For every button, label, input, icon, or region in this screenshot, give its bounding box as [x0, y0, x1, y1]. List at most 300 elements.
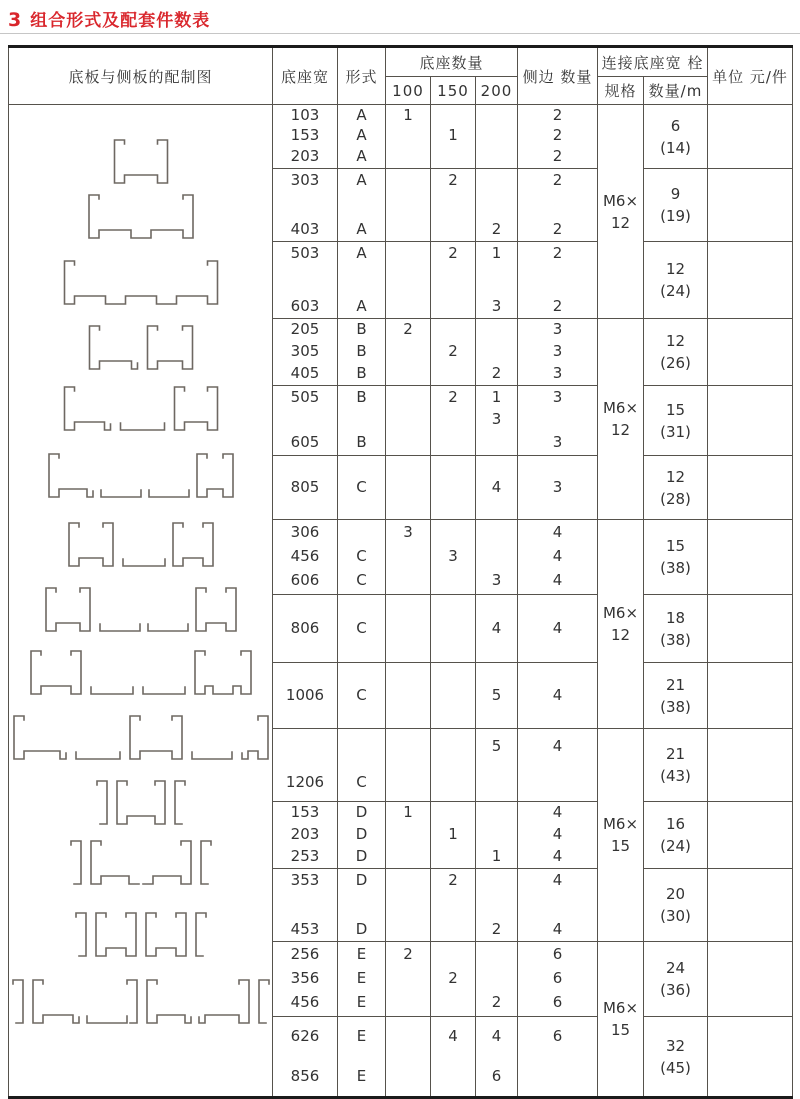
- bolt-qty-text: (24): [660, 282, 691, 300]
- qty-200-value: 3: [491, 410, 502, 429]
- cell-line-stack: [431, 169, 475, 241]
- qty-150-value: 2: [448, 387, 458, 406]
- profile-diagram-5: [52, 384, 229, 436]
- qty-150-value: [431, 148, 475, 165]
- bolt-spec-text: M6×: [602, 815, 639, 833]
- qty-150-value: [431, 994, 475, 1011]
- cell-line-stack: [518, 729, 597, 800]
- base-width-value: 1006: [285, 685, 325, 704]
- form-value-cell: [338, 105, 386, 169]
- bolt-qty-text: (45): [660, 1058, 691, 1077]
- cell-line-stack: [476, 386, 517, 454]
- cell-line-stack: [386, 595, 430, 661]
- form-value-cell: [338, 1017, 386, 1098]
- qty-150-value: [431, 1068, 475, 1085]
- qty-200-value: [476, 548, 517, 565]
- header-form: 形式: [338, 47, 386, 105]
- cell-line-stack: [273, 520, 337, 593]
- qty-150-value: 2: [448, 341, 458, 360]
- bolt-qty-text: 6: [670, 116, 681, 135]
- cell-line-stack: [386, 802, 430, 867]
- profile-diagram-1: [102, 137, 179, 189]
- form-value-cell: [338, 169, 386, 242]
- side-qty-value: 4: [552, 824, 563, 843]
- form-value-cell: [338, 802, 386, 869]
- bolt-qty-text: (14): [660, 138, 691, 157]
- qty-100-value: 3: [403, 522, 413, 541]
- bolt-qty-text: (38): [660, 697, 691, 716]
- qty-100-value: [386, 826, 430, 843]
- qty-200-value: 1: [491, 846, 502, 865]
- qty-150-value-cell: [431, 456, 476, 520]
- cell-line-stack: [518, 319, 597, 384]
- base-width-value: 805: [290, 477, 320, 496]
- base-width-value: 353: [290, 871, 320, 889]
- bolt-qty-text: (19): [660, 207, 691, 225]
- unit-price-cell: [708, 169, 793, 242]
- form-value: A: [356, 220, 367, 238]
- side-qty-value-cell: [518, 386, 598, 456]
- profile-diagram-10: [9, 713, 272, 765]
- bolt-spec-cell: [598, 729, 644, 942]
- cell-line-stack: [518, 1017, 597, 1096]
- side-qty-value: 4: [552, 685, 563, 704]
- qty-150-value: 2: [448, 871, 458, 889]
- form-value-cell: [338, 595, 386, 663]
- bolt-spec-cell: [598, 105, 644, 319]
- qty-150-value-cell: [431, 869, 476, 942]
- side-qty-value: 6: [552, 993, 563, 1012]
- qty-100-value-cell: [386, 663, 431, 729]
- cell-line-stack: [338, 802, 385, 867]
- cell-line-stack: [431, 869, 475, 941]
- cell-line-stack: [386, 386, 430, 454]
- side-qty-value: 4: [552, 618, 563, 637]
- base-width-value: 256: [290, 944, 320, 963]
- diagram-stack: [9, 105, 272, 1096]
- side-qty-value-cell: [518, 169, 598, 242]
- qty-100-value-cell: [386, 729, 431, 802]
- side-qty-value-cell: [518, 520, 598, 595]
- cell-line-stack: [386, 942, 430, 1015]
- qty-150-value: [431, 221, 475, 238]
- qty-200-value: [476, 524, 517, 541]
- side-qty-value: 4: [552, 546, 563, 565]
- base-width-value: 605: [290, 433, 320, 452]
- cell-line-stack: [431, 386, 475, 454]
- form-value: C: [356, 685, 367, 704]
- cell-line-stack: [273, 869, 337, 941]
- cell-line-stack: [476, 942, 517, 1015]
- header-unit: 单位 元/件: [708, 47, 793, 105]
- qty-150-value: 3: [448, 546, 458, 565]
- side-qty-value: 4: [552, 920, 563, 938]
- bolt-qty-text: (28): [660, 489, 691, 508]
- base-width-value: 303: [290, 171, 320, 189]
- form-value: E: [356, 968, 367, 987]
- bolt-qty-cell: [644, 595, 708, 663]
- qty-100-value: 1: [403, 803, 413, 822]
- bolt-spec-text: 12: [610, 213, 631, 232]
- side-qty-value: 2: [552, 105, 563, 124]
- side-qty-value-cell: [518, 942, 598, 1017]
- qty-100-value-cell: [386, 595, 431, 663]
- bolt-qty-text: 15: [665, 400, 686, 419]
- base-width-value: 626: [290, 1027, 320, 1046]
- qty-150-value-cell: [431, 729, 476, 802]
- cell-line-stack: [386, 520, 430, 593]
- base-width-value-cell: [273, 942, 338, 1017]
- cell-line-stack: [476, 802, 517, 867]
- unit-price-cell: [708, 595, 793, 663]
- cell-line-stack: [338, 1017, 385, 1096]
- header-base-width: 底座宽: [273, 47, 338, 105]
- qty-150-value: [431, 804, 475, 821]
- bolt-qty-cell: [644, 663, 708, 729]
- form-value: E: [356, 1066, 367, 1085]
- cell-line-stack: [338, 869, 385, 941]
- bolt-qty-cell: [644, 105, 708, 169]
- base-width-value-cell: [273, 802, 338, 869]
- qty-150-value: [431, 738, 475, 755]
- base-width-value-cell: [273, 729, 338, 802]
- form-value: C: [356, 571, 367, 590]
- base-width-value-cell: [273, 105, 338, 169]
- bolt-qty-cell: [644, 520, 708, 595]
- form-value-cell: [338, 242, 386, 319]
- qty-100-value: [386, 1028, 430, 1045]
- base-width-value: 153: [290, 803, 320, 822]
- bolt-qty-text: 21: [665, 745, 686, 763]
- cell-line-stack: [273, 242, 337, 318]
- cell-line-stack: [431, 242, 475, 318]
- qty-150-value-cell: [431, 1017, 476, 1098]
- base-width-value: 503: [290, 244, 320, 262]
- qty-100-value: 1: [403, 105, 413, 124]
- profile-diagram-11: [85, 778, 197, 830]
- section-number: 3: [8, 9, 23, 31]
- base-width-value: 356: [290, 968, 320, 987]
- qty-150-value-cell: [431, 802, 476, 869]
- bolt-spec-text: 15: [610, 837, 631, 855]
- base-width-value-cell: [273, 169, 338, 242]
- qty-100-value: [386, 343, 430, 360]
- qty-100-value: [386, 298, 430, 315]
- side-qty-value-cell: [518, 456, 598, 520]
- qty-200-value: 1: [491, 244, 502, 262]
- qty-100-value: [386, 411, 430, 428]
- form-value: E: [356, 944, 367, 963]
- form-value: C: [356, 772, 367, 791]
- form-value: E: [356, 1027, 367, 1046]
- form-value-cell: [338, 942, 386, 1017]
- base-width-value-cell: [273, 663, 338, 729]
- bolt-qty-cell: [644, 869, 708, 942]
- qty-200-value: 1: [491, 387, 502, 406]
- form-value: A: [356, 244, 367, 262]
- qty-200-value-cell: [476, 663, 518, 729]
- cell-line-stack: [476, 595, 517, 661]
- base-width-value: 253: [290, 846, 320, 865]
- cell-line-stack: [476, 242, 517, 318]
- qty-100-value-cell: [386, 105, 431, 169]
- side-qty-value: 2: [552, 171, 563, 189]
- bolt-qty-text: 21: [665, 675, 686, 694]
- side-qty-value: 3: [552, 363, 563, 382]
- qty-150-value: [431, 479, 475, 496]
- qty-100-value: [386, 434, 430, 451]
- unit-price-cell: [708, 729, 793, 802]
- bolt-spec-text: M6×: [602, 399, 639, 417]
- qty-100-value-cell: [386, 386, 431, 456]
- cell-line-stack: [273, 456, 337, 518]
- side-qty-value: 4: [552, 846, 563, 865]
- qty-150-value-cell: [431, 105, 476, 169]
- header-bolt-qty: 数量/m: [644, 77, 708, 105]
- side-qty-value: 2: [552, 244, 563, 262]
- bolt-spec-text: M6×: [602, 999, 639, 1017]
- side-qty-value: 6: [552, 968, 563, 987]
- bolt-qty-text: (24): [660, 837, 691, 855]
- qty-200-value-cell: [476, 319, 518, 386]
- header-bolt-spec: 规格: [598, 77, 644, 105]
- qty-200-value: 2: [491, 993, 502, 1012]
- unit-price-cell: [708, 942, 793, 1017]
- qty-100-value: [386, 172, 430, 189]
- base-width-value: 306: [290, 522, 320, 541]
- qty-150-value: [431, 411, 475, 428]
- qty-100-value-cell: [386, 319, 431, 386]
- profile-diagram-8: [34, 585, 248, 637]
- qty-100-value: [386, 479, 430, 496]
- qty-150-value: 2: [448, 171, 458, 189]
- cell-line-stack: [431, 520, 475, 593]
- qty-100-value: [386, 548, 430, 565]
- cell-line-stack: [431, 595, 475, 661]
- profile-diagram-3: [52, 258, 229, 310]
- side-qty-value: [518, 411, 597, 428]
- profile-diagram-9: [19, 648, 263, 700]
- base-width-value-cell: [273, 386, 338, 456]
- qty-200-value-cell: [476, 869, 518, 942]
- title-divider: [0, 33, 800, 34]
- cell-line-stack: [518, 456, 597, 518]
- base-width-value: 203: [290, 824, 320, 843]
- side-qty-value: 4: [552, 871, 563, 889]
- profile-diagram-13: [64, 910, 218, 962]
- qty-200-value: [476, 946, 517, 963]
- qty-200-value: 3: [491, 297, 502, 315]
- cell-line-stack: [273, 386, 337, 454]
- qty-200-value: [476, 172, 517, 189]
- form-value: D: [355, 846, 368, 865]
- cell-line-stack: [431, 942, 475, 1015]
- qty-150-value-cell: [431, 595, 476, 663]
- unit-price-cell: [708, 520, 793, 595]
- cell-line-stack: [273, 169, 337, 241]
- cell-line-stack: [476, 729, 517, 800]
- side-qty-value: 2: [552, 297, 563, 315]
- side-qty-value: 2: [552, 147, 563, 166]
- bolt-qty-text: 9: [670, 185, 681, 203]
- cell-line-stack: [518, 869, 597, 941]
- cell-line-stack: [273, 663, 337, 727]
- cell-line-stack: [338, 942, 385, 1015]
- bolt-qty-text: 12: [665, 332, 686, 350]
- cell-line-stack: [338, 319, 385, 384]
- bolt-spec-text: 12: [610, 626, 631, 644]
- form-value: B: [356, 320, 367, 339]
- bolt-qty-cell: [644, 802, 708, 869]
- cell-line-stack: [476, 520, 517, 593]
- base-width-value: 103: [290, 105, 320, 124]
- form-value-cell: [338, 520, 386, 595]
- cell-line-stack: [431, 729, 475, 800]
- base-width-value: 456: [290, 993, 320, 1012]
- bolt-spec-text: M6×: [602, 191, 639, 210]
- cell-line-stack: [273, 942, 337, 1015]
- base-width-value: 405: [290, 363, 320, 382]
- cell-line-stack: [338, 595, 385, 661]
- side-qty-value-cell: [518, 729, 598, 802]
- qty-200-value: [476, 434, 517, 451]
- form-value: E: [356, 993, 367, 1012]
- qty-100-value: [386, 848, 430, 865]
- bolt-qty-text: 20: [665, 885, 686, 903]
- qty-100-value: [386, 389, 430, 406]
- base-width-value-cell: [273, 869, 338, 942]
- qty-150-value: [431, 921, 475, 938]
- side-qty-value: 3: [552, 341, 563, 360]
- cell-line-stack: [386, 663, 430, 727]
- side-qty-value: 4: [552, 803, 563, 822]
- qty-200-value-cell: [476, 520, 518, 595]
- cell-line-stack: [273, 729, 337, 800]
- qty-100-value-cell: [386, 942, 431, 1017]
- cell-line-stack: [431, 802, 475, 867]
- qty-200-value: [476, 127, 517, 144]
- form-value: A: [356, 126, 367, 145]
- cell-line-stack: [431, 105, 475, 167]
- bolt-qty-text: 15: [665, 537, 686, 555]
- profile-diagram-14: [9, 977, 272, 1029]
- form-value: B: [356, 387, 367, 406]
- base-width-value: 603: [290, 297, 320, 315]
- form-value: D: [355, 803, 368, 822]
- qty-200-value: [476, 321, 517, 338]
- qty-200-value: [476, 774, 517, 791]
- side-qty-value: 4: [552, 571, 563, 590]
- qty-100-value: [386, 687, 430, 704]
- qty-150-value: [431, 298, 475, 315]
- bolt-qty-cell: [644, 942, 708, 1017]
- cell-line-stack: [273, 595, 337, 661]
- qty-100-value: [386, 970, 430, 987]
- qty-100-value: [386, 221, 430, 238]
- qty-150-value: [431, 848, 475, 865]
- side-qty-value-cell: [518, 105, 598, 169]
- header-side-qty: 侧边 数量: [518, 47, 598, 105]
- base-width-value: 153: [290, 126, 320, 145]
- qty-150-value: 4: [448, 1027, 458, 1046]
- base-width-value: [273, 738, 337, 755]
- cell-line-stack: [518, 386, 597, 454]
- bolt-qty-text: (30): [660, 907, 691, 925]
- cell-line-stack: [518, 942, 597, 1015]
- bolt-spec-cell: [598, 520, 644, 729]
- base-width-value: 806: [290, 618, 320, 637]
- qty-200-value: 3: [491, 571, 502, 590]
- header-qty-200: 200: [476, 77, 518, 105]
- qty-150-value: [431, 321, 475, 338]
- form-value-cell: [338, 319, 386, 386]
- combination-table: [8, 45, 793, 1099]
- cell-line-stack: [273, 105, 337, 167]
- form-value: D: [355, 871, 368, 889]
- qty-150-value: [431, 365, 475, 382]
- qty-200-value: 4: [491, 477, 502, 496]
- unit-price-cell: [708, 802, 793, 869]
- cell-line-stack: [338, 456, 385, 518]
- cell-line-stack: [386, 1017, 430, 1096]
- cell-line-stack: [431, 456, 475, 518]
- qty-150-value: [431, 946, 475, 963]
- form-value-cell: [338, 456, 386, 520]
- header-qty-150: 150: [431, 77, 476, 105]
- base-width-value-cell: [273, 595, 338, 663]
- cell-line-stack: [386, 456, 430, 518]
- cell-line-stack: [386, 319, 430, 384]
- bolt-qty-text: 12: [665, 260, 686, 278]
- side-qty-value: [518, 1068, 597, 1085]
- cell-line-stack: [386, 105, 430, 167]
- qty-100-value-cell: [386, 802, 431, 869]
- qty-150-value: 2: [448, 244, 458, 262]
- side-qty-value-cell: [518, 242, 598, 319]
- qty-200-value-cell: [476, 105, 518, 169]
- qty-200-value-cell: [476, 242, 518, 319]
- form-value-cell: [338, 869, 386, 942]
- unit-price-cell: [708, 319, 793, 386]
- form-value-cell: [338, 663, 386, 729]
- cell-line-stack: [338, 663, 385, 727]
- qty-100-value: [386, 1068, 430, 1085]
- unit-price-cell: [708, 386, 793, 456]
- form-value: [338, 524, 385, 541]
- qty-200-value-cell: [476, 729, 518, 802]
- qty-200-value-cell: [476, 456, 518, 520]
- qty-100-value: [386, 148, 430, 165]
- qty-100-value: [386, 738, 430, 755]
- cell-line-stack: [338, 105, 385, 167]
- bolt-qty-text: (38): [660, 630, 691, 649]
- qty-150-value: 2: [448, 968, 458, 987]
- bolt-qty-cell: [644, 729, 708, 802]
- qty-150-value: 1: [448, 824, 458, 843]
- qty-200-value: 4: [491, 618, 502, 637]
- form-value-cell: [338, 729, 386, 802]
- form-value: D: [355, 824, 368, 843]
- profile-diagram-2: [77, 192, 205, 244]
- base-width-value: 305: [290, 341, 320, 360]
- qty-200-value: [476, 970, 517, 987]
- qty-150-value-cell: [431, 663, 476, 729]
- qty-200-value: 6: [491, 1066, 502, 1085]
- qty-150-value: 1: [448, 126, 458, 145]
- base-width-value: 1206: [285, 772, 325, 791]
- cell-line-stack: [273, 802, 337, 867]
- bolt-qty-text: (31): [660, 422, 691, 441]
